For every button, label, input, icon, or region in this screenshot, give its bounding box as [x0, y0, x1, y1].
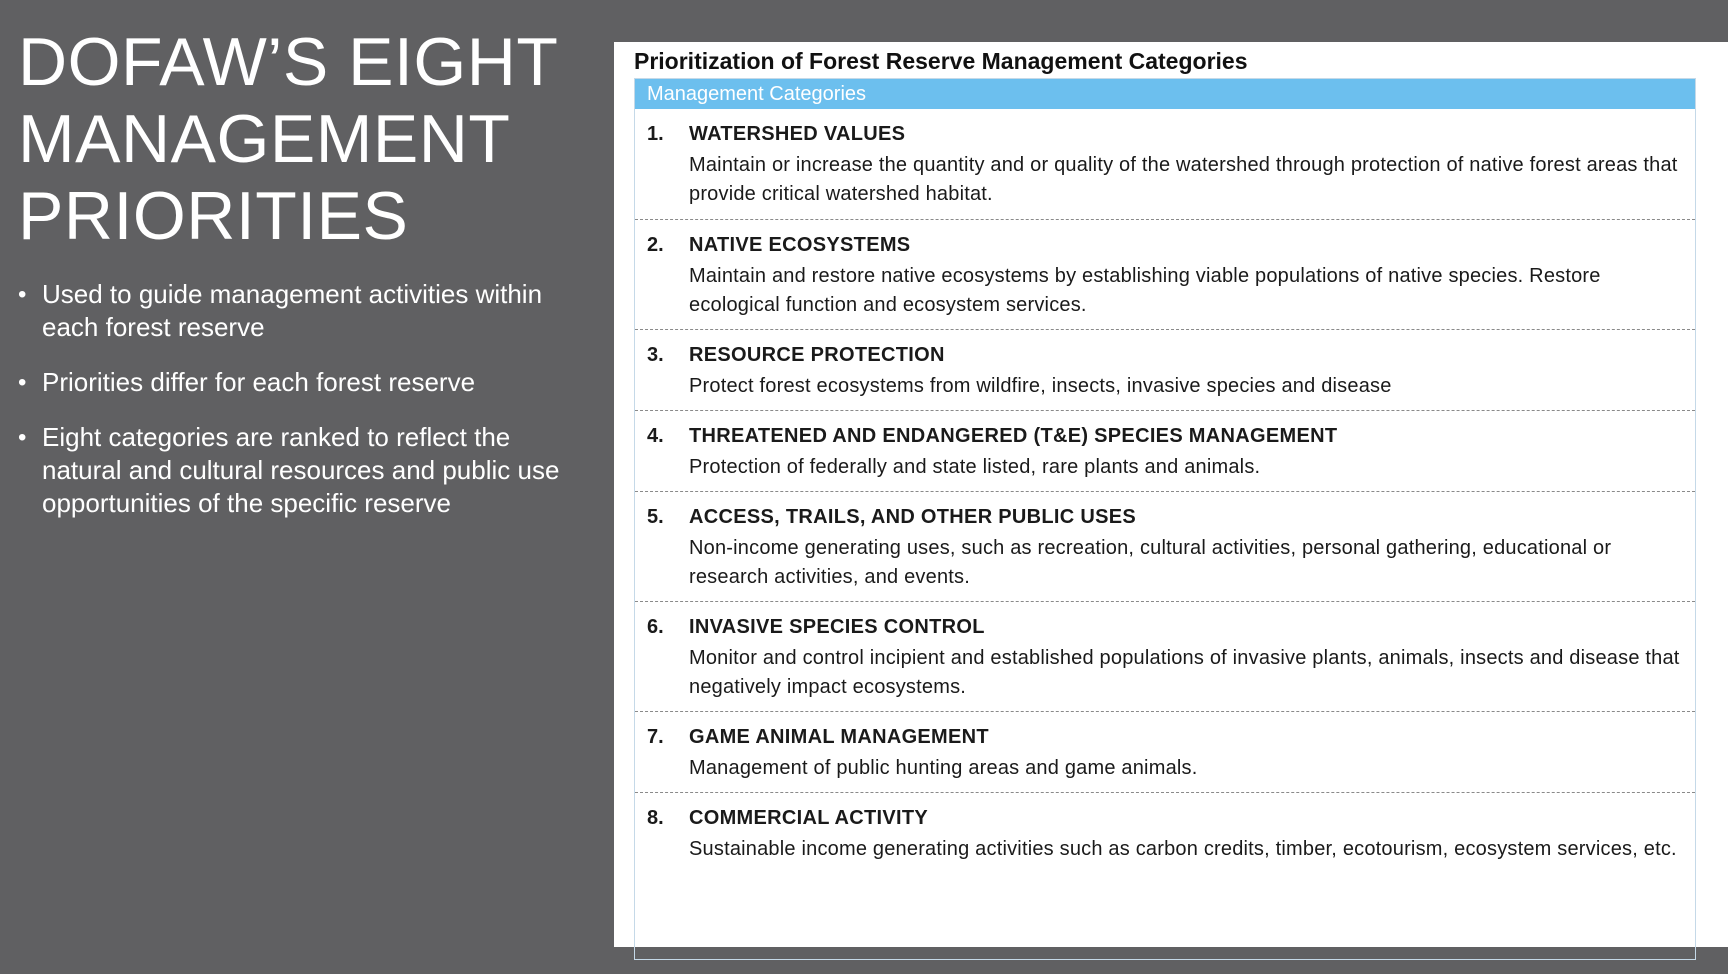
category-description: Management of public hunting areas and game animals. [689, 757, 1198, 779]
bullet-text: Eight categories are ranked to reflect the natural and cultural resources and public use opportunities of the specific reserve [42, 422, 560, 518]
category-heading: COMMERCIAL ACTIVITY [689, 807, 929, 829]
category-number: 7. [647, 726, 664, 748]
slide-title: DOFAW’S EIGHT MANAGEMENT PRIORITIES [18, 24, 558, 254]
category-row [635, 792, 1695, 907]
category-heading: NATIVE ECOSYSTEMS [689, 234, 911, 256]
category-row [635, 601, 1695, 711]
category-number: 6. [647, 616, 664, 638]
category-description: Maintain and restore native ecosystems by establishing viable populations of native species. Restore ecological function and ecosystem services. [689, 265, 1601, 316]
bullet-dot-icon: • [18, 369, 27, 396]
category-row [635, 491, 1695, 601]
category-number: 5. [647, 506, 664, 528]
bullet-text: Priorities differ for each forest reserve [42, 367, 476, 397]
bullet-text: Used to guide management activities within each forest reserve [42, 279, 543, 342]
category-heading: RESOURCE PROTECTION [689, 344, 945, 366]
category-heading: GAME ANIMAL MANAGEMENT [689, 726, 989, 748]
category-description: Monitor and control incipient and established populations of invasive plants, animals, insects and disease that negatively impact ecosystems. [689, 647, 1680, 698]
category-description: Maintain or increase the quantity and or quality of the watershed through protection of native forest areas that provide critical watershed habitat. [689, 154, 1678, 205]
bullet-list [18, 278, 588, 542]
panel-title: Prioritization of Forest Reserve Management Categories [634, 48, 1248, 74]
category-number: 8. [647, 807, 664, 829]
category-description: Non-income generating uses, such as recreation, cultural activities, personal gathering, educational or research activities, and events. [689, 537, 1612, 588]
priorities-panel [614, 42, 1728, 947]
table-header: Management Categories [635, 79, 1695, 109]
category-number: 4. [647, 425, 664, 447]
category-heading: ACCESS, TRAILS, AND OTHER PUBLIC USES [689, 506, 1137, 528]
category-heading: THREATENED AND ENDANGERED (T&E) SPECIES MANAGEMENT [689, 425, 1338, 447]
category-row [635, 410, 1695, 491]
category-row [635, 219, 1695, 329]
category-row [635, 329, 1695, 410]
category-heading: WATERSHED VALUES [689, 123, 906, 145]
categories-table [634, 78, 1696, 960]
category-number: 2. [647, 234, 664, 256]
category-description: Protect forest ecosystems from wildfire, insects, invasive species and disease [689, 375, 1392, 397]
bullet-dot-icon: • [18, 281, 27, 308]
category-number: 1. [647, 123, 664, 145]
category-description: Protection of federally and state listed, rare plants and animals. [689, 456, 1261, 478]
bullet-item [18, 278, 588, 344]
category-number: 3. [647, 344, 664, 366]
category-row [635, 109, 1695, 219]
category-heading: INVASIVE SPECIES CONTROL [689, 616, 985, 638]
bullet-dot-icon: • [18, 424, 27, 451]
category-description: Sustainable income generating activities such as carbon credits, timber, ecotourism, ecosystem services, etc. [689, 838, 1677, 860]
bullet-item [18, 421, 588, 520]
bullet-item [18, 366, 588, 399]
category-row [635, 711, 1695, 792]
